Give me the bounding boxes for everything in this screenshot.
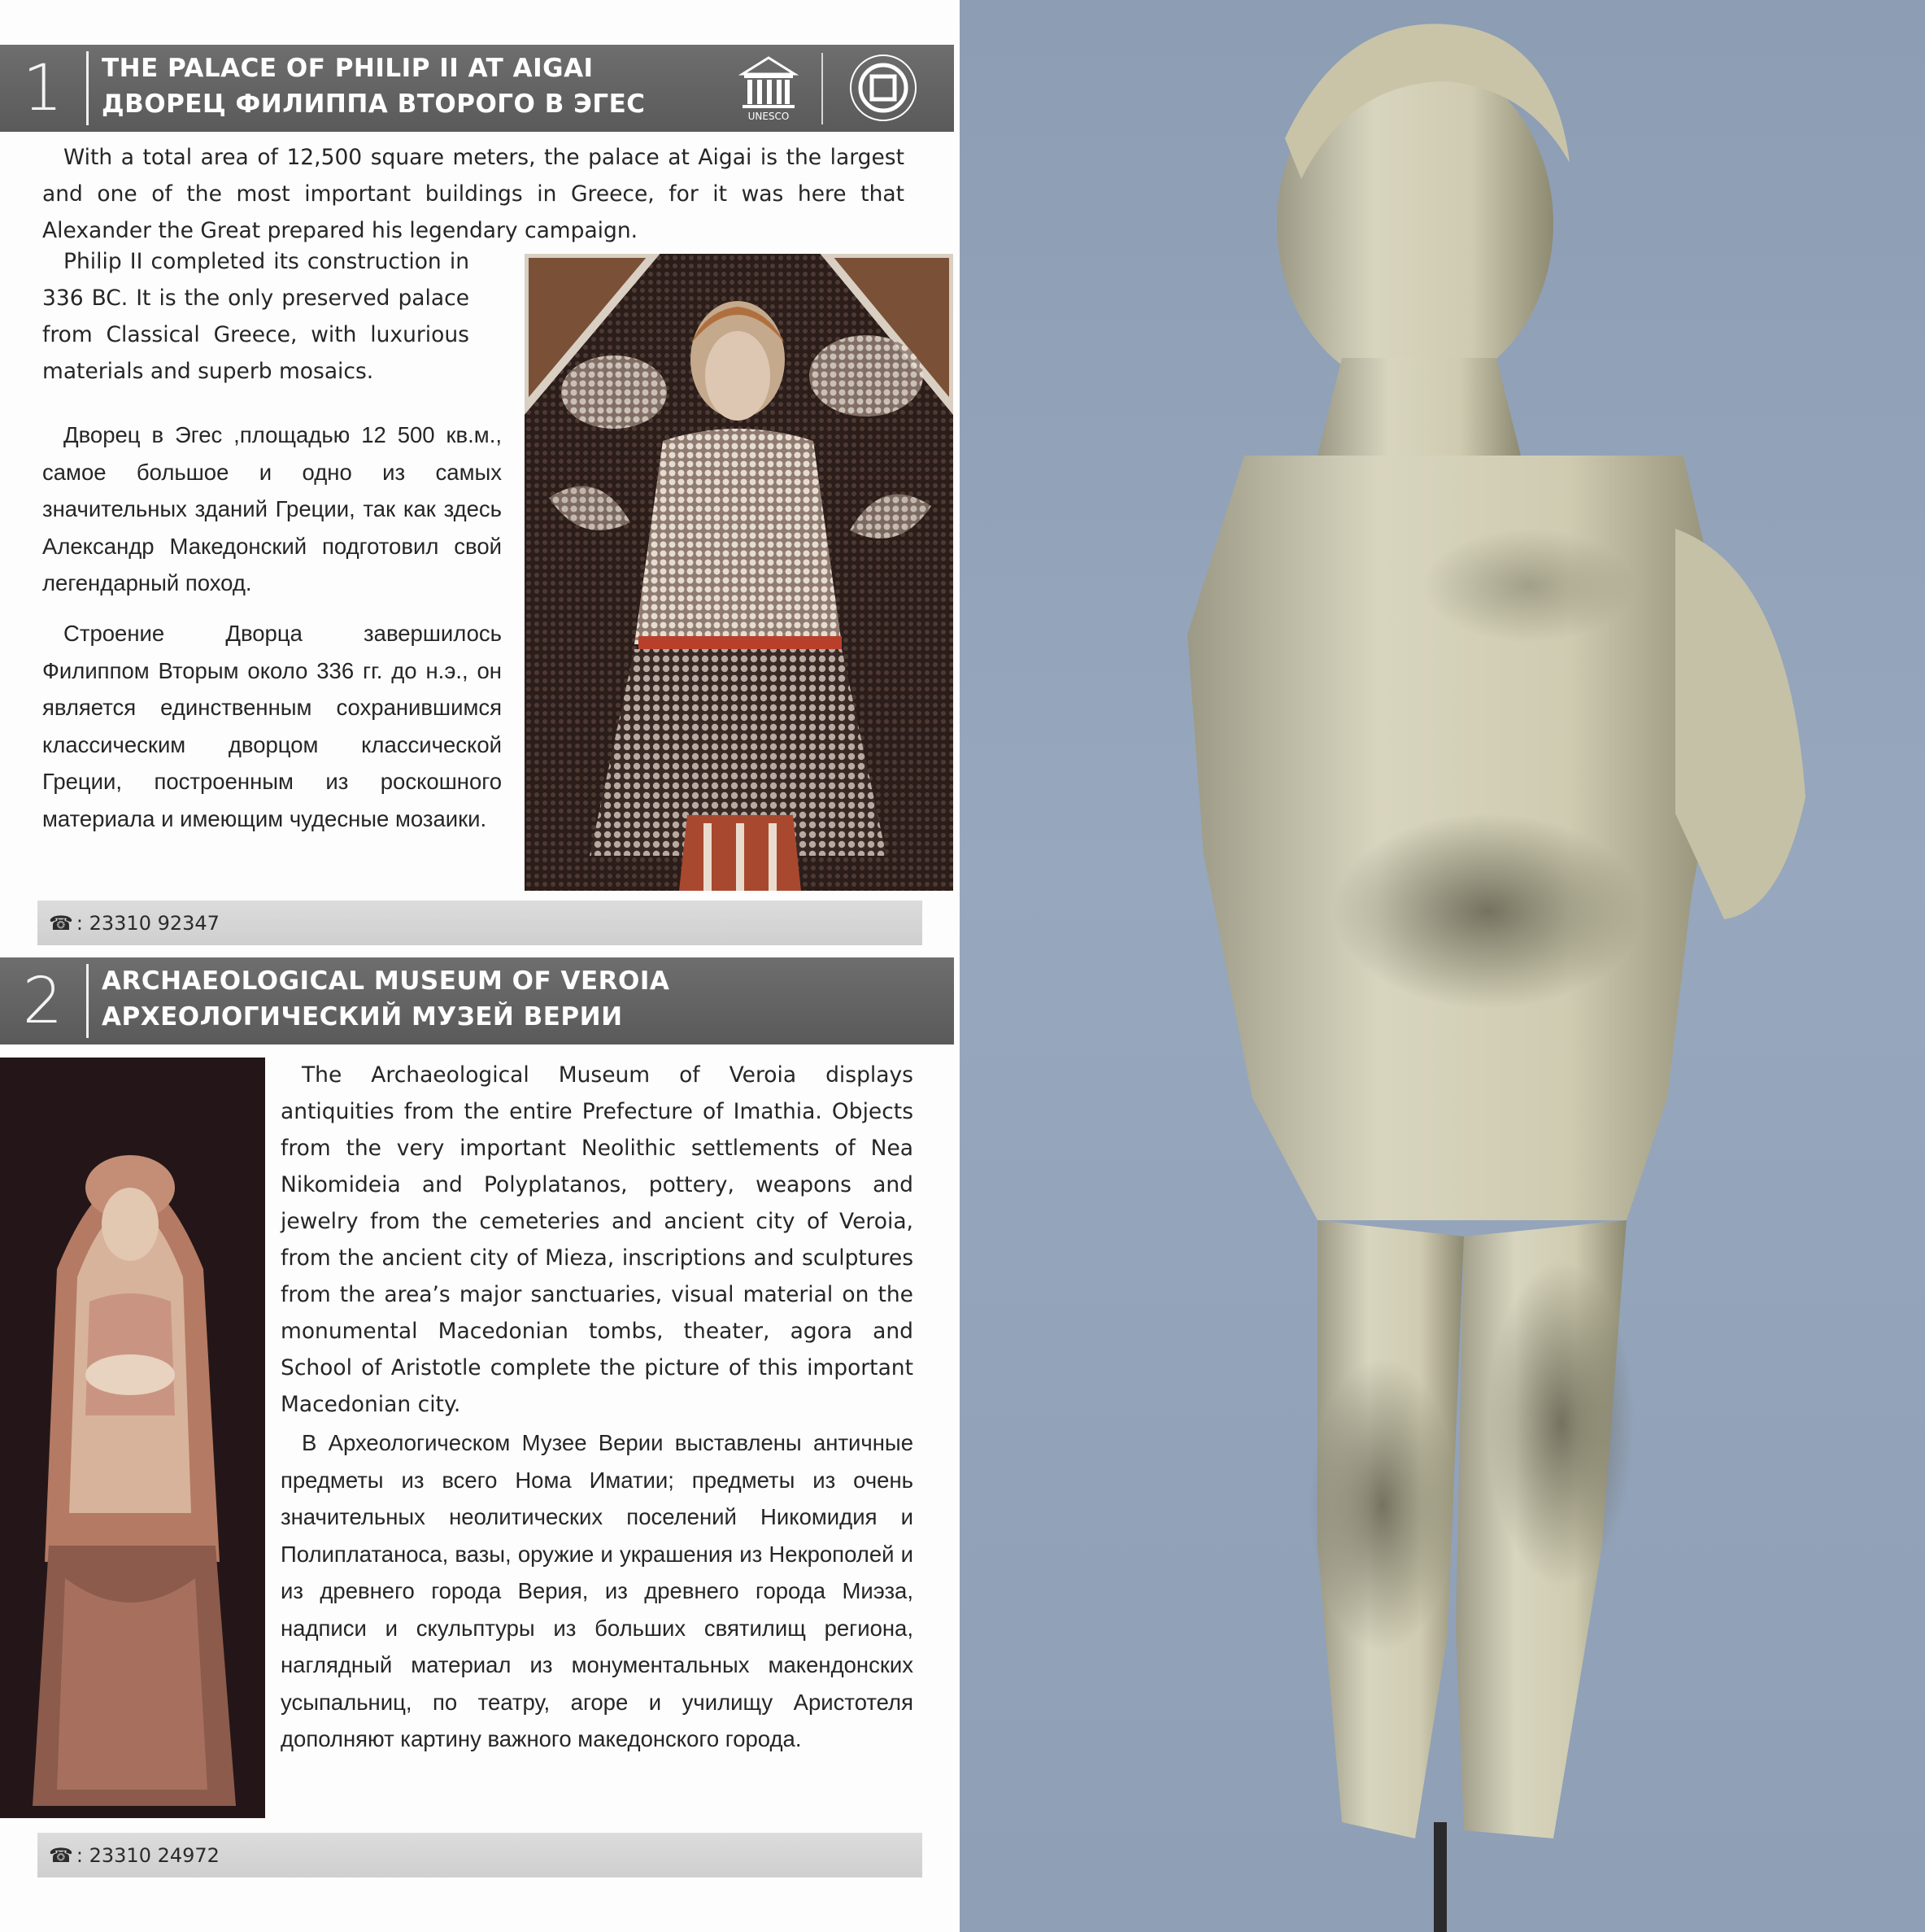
section1-body-ru-2: Строение Дворца завершилось Филиппом Вторым около 336 гг. до н.э., он является единственным сохранившимся классическим дворцом классической Греции, построенным из роскошного материала и имеющим чудесные мозаики. [42, 621, 502, 831]
section1-header [0, 45, 954, 132]
section2-phone[interactable] [37, 1833, 922, 1877]
section1-title-ru: ДВОРЕЦ ФИЛИППА ВТОРОГО В ЭГЕС [102, 89, 646, 119]
phone-icon: ☎ [49, 911, 73, 935]
section2-title-ru: АРХЕОЛОГИЧЕСКИЙ МУЗЕЙ ВЕРИИ [102, 1002, 623, 1031]
section2-body-en: The Archaeological Museum of Veroia displays antiquities from the entire Prefecture of Imathia. Objects from the very important Neolithic settlements of Nea Nikomideia and Polyplatanos, pottery, weapons and jewelry from the cemeteries and ancient city of Veroia, from the ancient city of Mieza, inscriptions and sculptures from the area’s major sanctuaries, visual material on the monumental Macedonian tombs, theater, agora and School of Aristotle complete the picture of this important Macedonian city. [281, 1062, 913, 1417]
statue-photo [960, 0, 1925, 1932]
unesco-logo-icon [736, 51, 801, 124]
section1-title-en: THE PALACE OF PHILIP II AT AIGAI [102, 54, 594, 83]
world-heritage-emblem-icon [846, 51, 921, 124]
phone-icon: ☎ [49, 1843, 73, 1867]
section1-body-en: Philip II completed its construction in 336 BC. It is the only preserved palace from Classical Greece, with luxurious materials and superb mosaics. [42, 249, 469, 384]
section1-phone[interactable] [37, 901, 922, 945]
mosaic-image [525, 254, 953, 891]
section2-number: 2 [22, 964, 63, 1038]
left-page [0, 0, 960, 1932]
section1-phone-number: : 23310 92347 [76, 911, 220, 935]
section1-intro-en: With a total area of 12,500 square meters, the palace at Aigai is the largest and one of the most important buildings in Greece, for it was here that Alexander the Great prepared his legendary campaign. [42, 145, 904, 243]
section2-title-en: ARCHAEOLOGICAL MUSEUM OF VEROIA [102, 966, 670, 996]
section2-body-ru: В Археологическом Музее Верии выставлены античные предметы из всего Нома Иматии; предметы из очень значительных неолитических поселений Никомидия и Полиплатаноса, вазы, оружие и украшения из Некрополей и из древнего города Верия, из древнего города Миэза, надписи и скульптуры из больших святилищ региона, наглядный материал из монументальных макендонских усыпальниц, по театру, агоре и училищу Аристотеля дополняют картину важного македонского города. [281, 1430, 913, 1751]
section1-body-ru-1: Дворец в Эгес ,площадью 12 500 кв.м., самое большое и одно из самых значительных зданий Греции, так как здесь Александр Македонский подготовил свой легендарный поход. [42, 422, 502, 595]
statuette-image [0, 1058, 265, 1818]
svg-text:UNESCO: UNESCO [747, 111, 790, 122]
section2-phone-number: : 23310 24972 [76, 1843, 220, 1867]
section1-number: 1 [22, 51, 63, 125]
section2-header [0, 957, 954, 1045]
